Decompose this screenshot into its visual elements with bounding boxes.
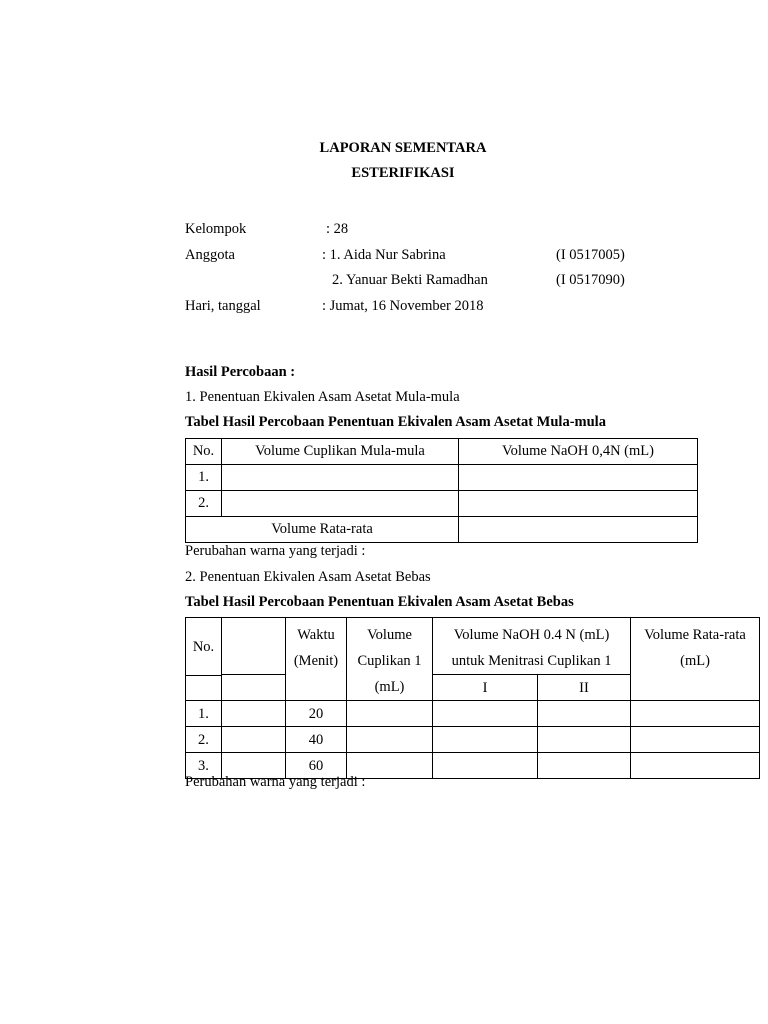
section-1-heading: 1. Penentuan Ekivalen Asam Asetat Mula-mula <box>185 389 460 405</box>
table-2-title: Tabel Hasil Percobaan Penentuan Ekivalen Asam Asetat Bebas <box>185 594 574 610</box>
table-2-cell <box>631 753 760 779</box>
table-row <box>186 618 760 675</box>
color-change-note-1: Perubahan warna yang terjadi : <box>185 543 366 559</box>
kelompok-value: : 28 <box>326 221 349 237</box>
table-2-header-waktu <box>286 618 347 701</box>
table-2-subheader-2: II <box>538 675 631 701</box>
table-1-header-naoh: Volume NaOH 0,4N (mL) <box>459 439 698 465</box>
table-1-cell <box>459 517 698 543</box>
avg-unit: (mL) <box>680 653 710 669</box>
avg-line: Volume Rata-rata <box>644 627 746 643</box>
anggota-label: Anggota <box>185 247 235 263</box>
table-2-row-no: 1. <box>186 701 222 727</box>
naoh-line: untuk Menitrasi Cuplikan 1 <box>451 653 612 669</box>
table-2-row-no: 2. <box>186 727 222 753</box>
report-title: LAPORAN SEMENTARA <box>319 140 487 156</box>
section-2-heading: 2. Penentuan Ekivalen Asam Asetat Bebas <box>185 569 431 585</box>
table-1-cell <box>459 491 698 517</box>
cuplikan-line: Volume <box>367 627 412 643</box>
color-change-note-2: Perubahan warna yang terjadi : <box>185 774 366 790</box>
member-2-name: 2. Yanuar Bekti Ramadhan <box>332 272 488 288</box>
report-subtitle: ESTERIFIKASI <box>351 165 455 181</box>
table-2-header-cuplikan <box>347 618 433 701</box>
table-1-avg-label: Volume Rata-rata <box>186 517 459 543</box>
table-row <box>186 439 698 465</box>
table-1 <box>185 438 698 543</box>
hari-label: Hari, tanggal <box>185 298 261 314</box>
table-2-cell <box>222 701 286 727</box>
cuplikan-line: Cuplikan 1 <box>357 653 422 669</box>
table-2-cell <box>186 676 222 701</box>
table-1-cell <box>459 465 698 491</box>
table-2-header-no: No. <box>186 618 222 676</box>
table-2-cell <box>538 701 631 727</box>
table-row <box>186 465 698 491</box>
naoh-line: Volume NaOH 0.4 N (mL) <box>453 627 610 643</box>
table-1-row-no: 1. <box>186 465 222 491</box>
table-1-row-no: 2. <box>186 491 222 517</box>
table-2-row-waktu: 60 <box>286 753 347 779</box>
table-row <box>186 727 760 753</box>
table-2-row-waktu: 20 <box>286 701 347 727</box>
cuplikan-unit: (mL) <box>374 679 405 695</box>
table-2-cell <box>433 727 538 753</box>
table-2-cell <box>631 727 760 753</box>
table-2-header-naoh <box>433 618 631 675</box>
table-2-cell <box>347 727 433 753</box>
table-2-cell <box>222 727 286 753</box>
kelompok-label: Kelompok <box>185 221 247 237</box>
member-2-id: (I 0517090) <box>556 272 625 288</box>
table-2 <box>185 617 760 779</box>
table-2-cell <box>347 701 433 727</box>
waktu-line: Waktu <box>297 627 335 643</box>
waktu-unit: (Menit) <box>293 653 339 669</box>
table-2-row-waktu: 40 <box>286 727 347 753</box>
member-1-id: (I 0517005) <box>556 247 625 263</box>
table-2-cell <box>433 701 538 727</box>
table-1-cell <box>222 465 459 491</box>
table-2-row-no: 3. <box>186 753 222 779</box>
table-2-cell <box>538 727 631 753</box>
table-row <box>186 517 698 543</box>
hari-value: : Jumat, 16 November 2018 <box>322 298 484 314</box>
table-row <box>186 701 760 727</box>
table-2-cell <box>538 753 631 779</box>
table-1-header-no: No. <box>186 439 222 465</box>
table-2-subheader-1: I <box>433 675 538 701</box>
table-2-cell <box>222 675 286 701</box>
table-2-cell <box>631 701 760 727</box>
table-1-title: Tabel Hasil Percobaan Penentuan Ekivalen Asam Asetat Mula-mula <box>185 414 606 430</box>
table-2-header-avg <box>631 618 760 701</box>
member-1-name: : 1. Aida Nur Sabrina <box>322 247 446 263</box>
table-2-cell <box>433 753 538 779</box>
table-row <box>186 491 698 517</box>
hasil-heading: Hasil Percobaan : <box>185 364 296 380</box>
table-1-cell <box>222 491 459 517</box>
table-1-header-cuplikan: Volume Cuplikan Mula-mula <box>222 439 459 465</box>
table-2-cell <box>222 618 286 675</box>
